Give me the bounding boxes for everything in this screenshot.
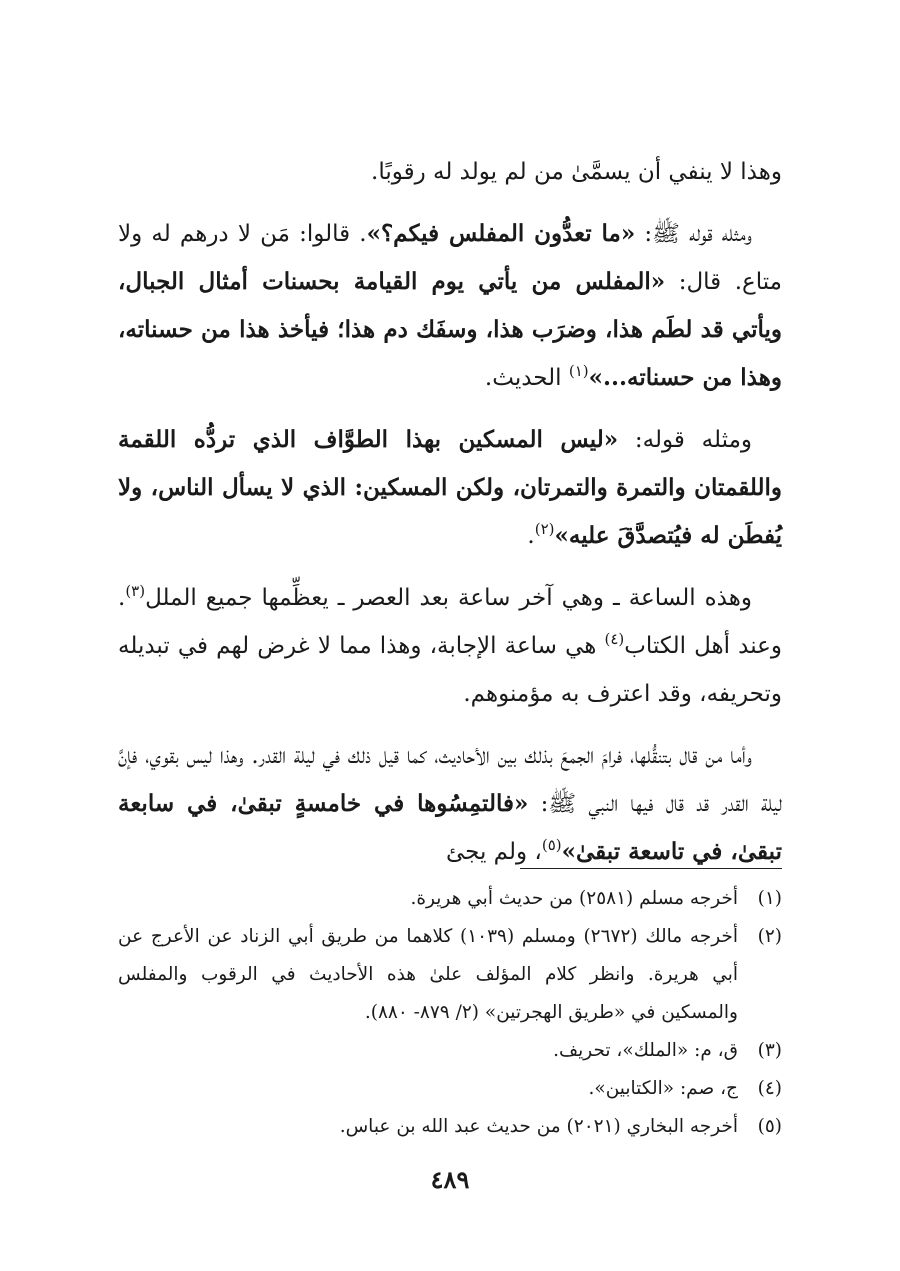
- footnote-text: أخرجه مالك (٢٦٧٢) ومسلم (١٠٣٩) كلاهما من طريق أبي الزناد عن الأعرج عن أبي هريرة. وانظر كلام المؤلف علىٰ هذه الأحاديث في الرقوب والمفلس والمسكين في «طريق الهجرتين» (٢/ ٨٧٩- ٨٨٠).: [118, 926, 738, 1023]
- paragraph-4-intro: وهذه الساعة ـ وهي آخر ساعة بعد العصر ـ يعظِّمها جميع الملل: [145, 585, 752, 611]
- paragraph-4-end: هي ساعة الإجابة، وهذا مما لا غرض لهم في تبديله وتحريفه، وقد اعترف به مؤمنوهم.: [118, 633, 782, 707]
- footnote-3: [118, 1032, 782, 1070]
- footnote-5: [118, 1108, 782, 1146]
- hadith-quote-4: «فالتمِسُوها في خامسةٍ تبقىٰ، في سابعة تبقىٰ، في تاسعة تبقىٰ»: [118, 790, 782, 865]
- hadith-quote-2: «المفلس من يأتي يوم القيامة بحسنات أمثال الجبال، ويأتي قد لطَم هذا، وضرَب هذا، وسفَك دم هذا؛ فيأخذ هذا من حسناته، وهذا من حسناته...»: [118, 268, 782, 391]
- footnotes: [118, 880, 782, 1146]
- footnote-number: (٢): [757, 926, 782, 947]
- paragraph-2: [118, 210, 782, 402]
- footnote-2: [118, 918, 782, 1032]
- footnote-ref-5[interactable]: (٥): [541, 836, 562, 854]
- main-text: [118, 148, 782, 890]
- paragraph-2-intro: ومثله قوله ﷺ:: [635, 221, 752, 247]
- footnote-text: أخرجه مسلم (٢٥٨١) من حديث أبي هريرة.: [410, 888, 738, 909]
- footnote-text: ق، م: «الملك»، تحريف.: [553, 1040, 738, 1061]
- footnote-ref-3[interactable]: (٣): [125, 582, 146, 600]
- paragraph-2-middle: . قالوا: مَن لا درهم له ولا متاع. قال:: [118, 221, 782, 295]
- paragraph-3: [118, 416, 782, 560]
- footnote-number: (٥): [757, 1116, 782, 1137]
- footnote-number: (١): [757, 888, 782, 909]
- hadith-quote-1: «ما تعدُّون المفلس فيكم؟»: [366, 220, 636, 247]
- footnote-number: (٣): [757, 1040, 782, 1061]
- footnote-separator: [520, 868, 782, 869]
- paragraph-4: [118, 574, 782, 718]
- paragraph-3-end: .: [527, 523, 535, 549]
- paragraph-5-intro: وأما من قال بتنقُّلها، فرامَ الجمعَ بذلك بين الأحاديث، كما قيل ذلك في ليلة القدر. وهذا ليس بقوي، فإنَّ ليلة القدر قد قال فيها النبي ﷺ:: [118, 743, 782, 817]
- footnote-ref-2[interactable]: (٢): [534, 520, 555, 538]
- paragraph-2-end: الحديث.: [484, 365, 569, 391]
- footnote-ref-4[interactable]: (٤): [604, 630, 625, 648]
- paragraph-5: [118, 732, 782, 876]
- footnote-text: ج، صم: «الكتابين».: [588, 1078, 738, 1099]
- page-number: ٤٨٩: [430, 1165, 470, 1194]
- paragraph-3-intro: ومثله قوله:: [618, 427, 752, 453]
- paragraph-4-middle: . وعند أهل الكتاب: [118, 585, 782, 659]
- footnote-1: [118, 880, 782, 918]
- footnote-4: [118, 1070, 782, 1108]
- paragraph-5-end: ، ولم يجئ: [445, 839, 542, 865]
- footnote-number: (٤): [757, 1078, 782, 1099]
- footnote-text: أخرجه البخاري (٢٠٢١) من حديث عبد الله بن عباس.: [339, 1116, 738, 1137]
- paragraph-1: [118, 148, 782, 196]
- hadith-quote-3: «ليس المسكين بهذا الطوَّاف الذي تردُّه اللقمة واللقمتان والتمرة والتمرتان، ولكن المسكين: الذي لا يسأل الناس، ولا يُفطَن له فيُتصدَّقَ عليه»: [118, 426, 782, 549]
- paragraph-1-text: وهذا لا ينفي أن يسمَّىٰ من لم يولد له رقوبًا.: [371, 159, 782, 185]
- footnote-ref-1[interactable]: (١): [568, 362, 589, 380]
